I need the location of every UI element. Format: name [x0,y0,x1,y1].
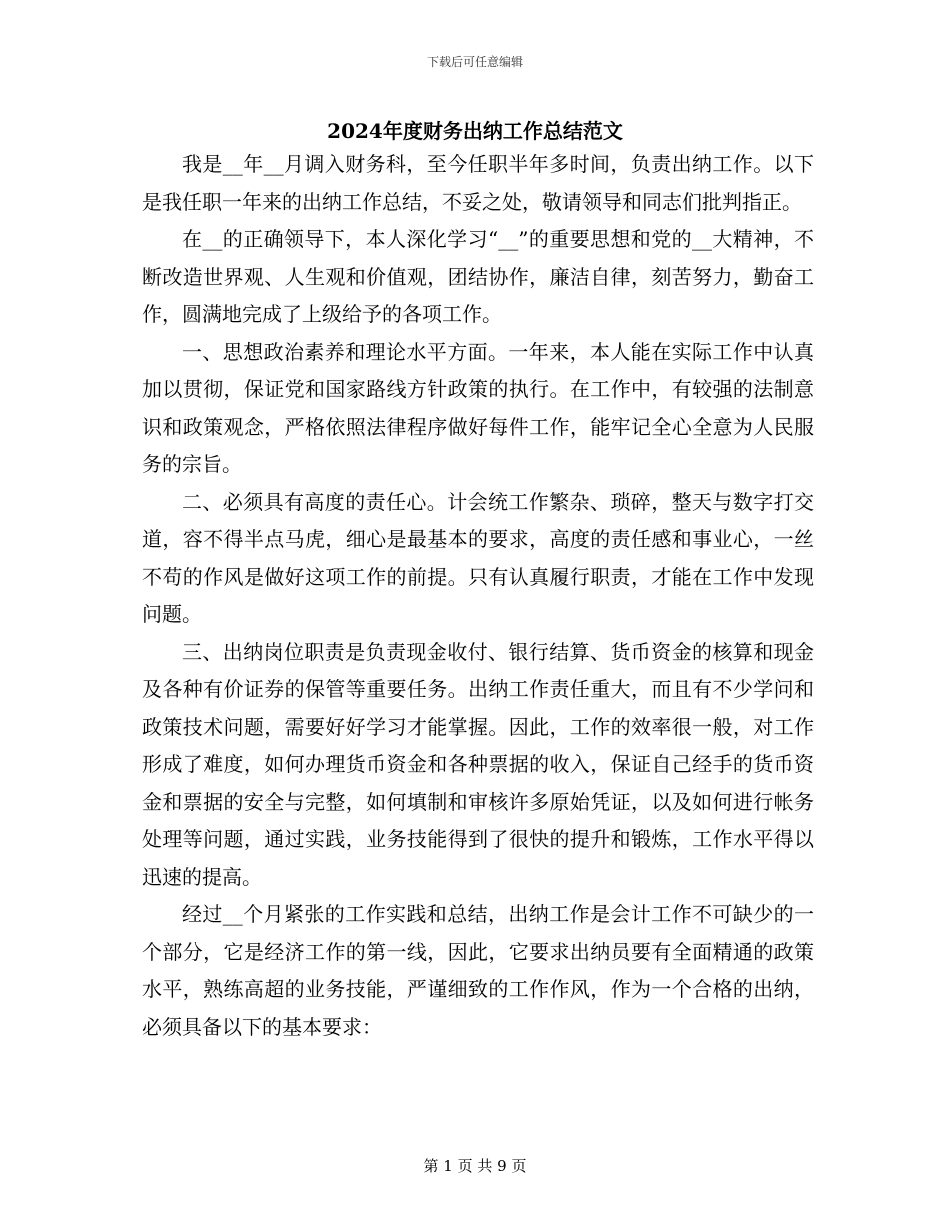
document-body [142,146,814,1046]
paragraph-summary: 经过__个月紧张的工作实践和总结，出纳工作是会计工作不可缺少的一个部分，它是经济工作的第一线，因此，它要求出纳员要有全面精通的政策水平，熟练高超的业务技能，严谨细致的工作作风，作为一个合格的出纳，必须具备以下的基本要求： [142,902,814,1039]
page-number: 第 1 页 共 9 页 [423,1157,527,1175]
paragraph-leadership: 在__的正确领导下，本人深化学习“__”的重要思想和党的__大精神，不断改造世界观、人生观和价值观，团结协作，廉洁自律，刻苦努力，勤奋工作，圆满地完成了上级给予的各项工作。 [142,227,814,326]
paragraph-section-3: 三、出纳岗位职责是负责现金收付、银行结算、货币资金的核算和现金及各种有价证券的保管等重要任务。出纳工作责任重大，而且有不少学问和政策技术问题，需要好好学习才能掌握。因此，工作的效率很一般，对工作形成了难度，如何办理货币资金和各种票据的收入，保证自己经手的货币资金和票据的安全与完整，如何填制和审核许多原始凭证，以及如何进行帐务处理等问题，通过实践，业务技能得到了很快的提升和锻炼，工作水平得以迅速的提高。 [142,639,814,889]
paragraph-section-1: 一、思想政治素养和理论水平方面。一年来，本人能在实际工作中认真加以贯彻，保证党和国家路线方针政策的执行。在工作中，有较强的法制意识和政策观念，严格依照法律程序做好每件工作，能牢记全心全意为人民服务的宗旨。 [142,339,814,476]
paragraph-intro: 我是__年__月调入财务科，至今任职半年多时间，负责出纳工作。以下是我任职一年来的出纳工作总结，不妥之处，敬请领导和同志们批判指正。 [142,152,814,214]
document-title: 2024年度财务出纳工作总结范文 [327,119,623,143]
page-header-note: 下载后可任意编辑 [426,55,523,69]
paragraph-section-2: 二、必须具有高度的责任心。计会统工作繁杂、琐碎，整天与数字打交道，容不得半点马虎，细心是最基本的要求，高度的责任感和事业心，一丝不苟的作风是做好这项工作的前提。只有认真履行职责，才能在工作中发现问题。 [142,489,814,626]
